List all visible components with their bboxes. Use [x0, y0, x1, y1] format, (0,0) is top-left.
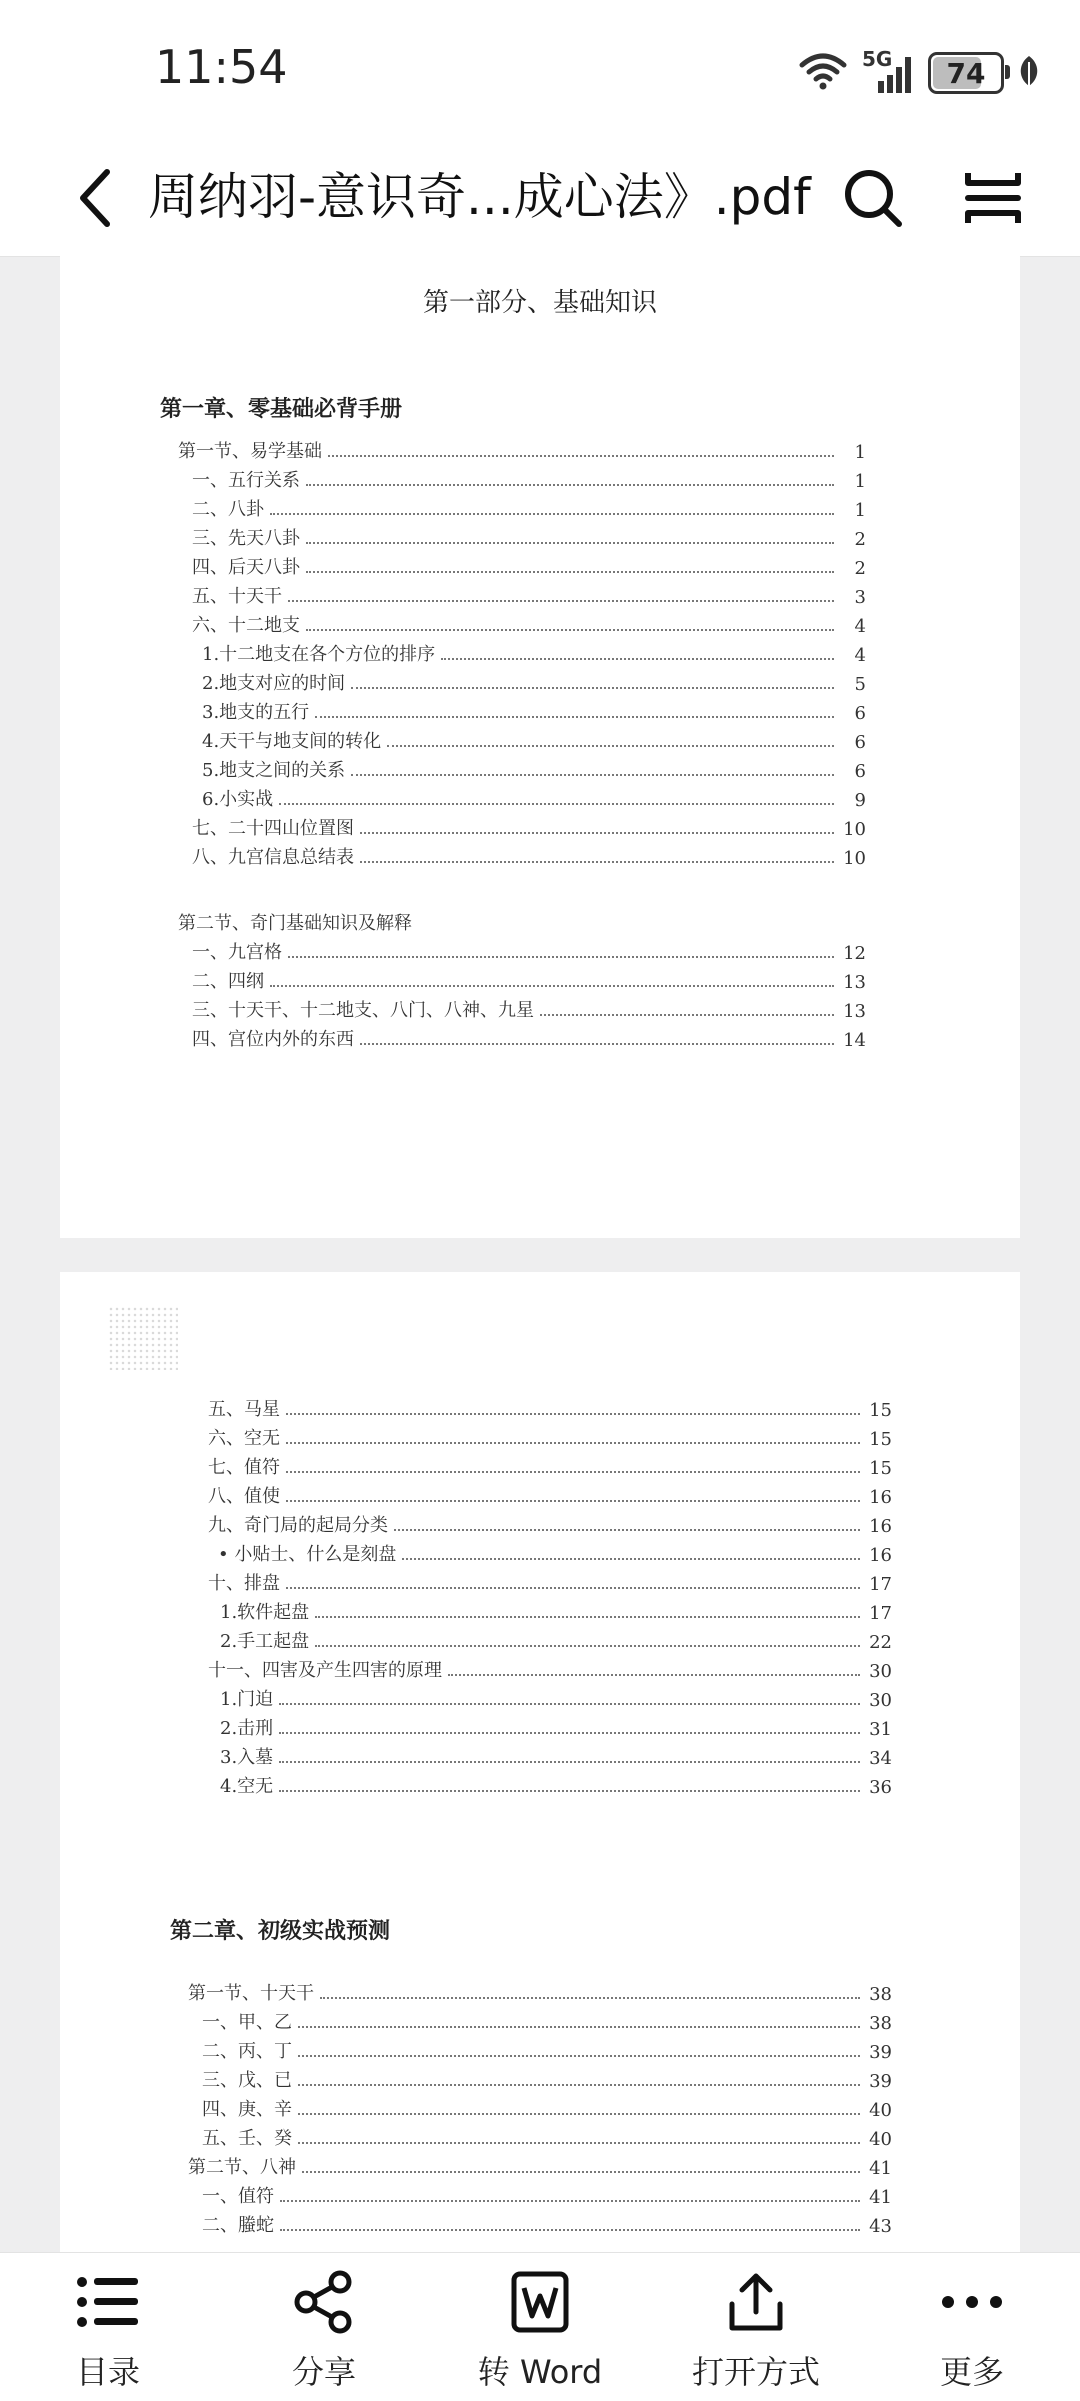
toc-entry[interactable]: [178, 753, 866, 782]
toc-leader-dots: [315, 1615, 860, 1618]
toc-leader-dots: [448, 1673, 860, 1676]
list-icon: [73, 2267, 143, 2337]
toc-leader-dots: [298, 2141, 860, 2144]
toc-entry-label: 3.地支的五行: [202, 702, 310, 723]
chevron-left-icon: [75, 168, 115, 228]
toc-entry-page: 2: [854, 529, 866, 550]
toc-entry-page: 17: [869, 1603, 892, 1624]
toc-entry-page: 36: [869, 1777, 892, 1798]
toc-entry-page: 15: [869, 1429, 892, 1450]
toc-entry[interactable]: [208, 1508, 892, 1537]
toc-leader-dots: [441, 657, 834, 660]
toc-entry-page: 40: [869, 2129, 892, 2150]
toc-entry-label: 6.小实战: [202, 789, 274, 810]
toc-entry-label: 一、甲、乙: [202, 2012, 292, 2033]
toc-entry-label: 二、丙、丁: [202, 2041, 292, 2062]
toc-entry-label: 三、十天干、十二地支、八门、八神、九星: [192, 1000, 534, 1021]
signal-icon: [862, 47, 914, 95]
toc-leader-dots: [306, 483, 834, 486]
toc-entry[interactable]: [178, 724, 866, 753]
toc-entry[interactable]: [178, 906, 866, 935]
toc-entry-label: 第一节、十天干: [188, 1983, 314, 2004]
toc-leader-dots: [298, 2083, 860, 2086]
page-layout-icon: [962, 167, 1024, 229]
toc-entry-label: 4.天干与地支间的转化: [202, 731, 382, 752]
toc-entry-page: 38: [869, 1984, 892, 2005]
toc-entry-page: 34: [869, 1748, 892, 1769]
toc-entry-label: 九、奇门局的起局分类: [208, 1515, 388, 1536]
toc-leader-dots: [306, 570, 834, 573]
toc-entry-page: 16: [869, 1487, 892, 1508]
toc-entry-page: 1: [854, 471, 866, 492]
toc-leader-dots: [315, 1644, 860, 1647]
document-title: 周纳羽-意识奇...成心法》.pdf: [148, 168, 811, 226]
toc-leader-dots: [279, 1789, 860, 1792]
toc-entry-label: 三、先天八卦: [192, 528, 300, 549]
pdf-page-1[interactable]: [60, 256, 1020, 1238]
toc-entry[interactable]: [178, 1022, 866, 1051]
toc-entry-label: 一、五行关系: [192, 470, 300, 491]
share-button[interactable]: [216, 2253, 432, 2401]
toc-entry-page: 22: [869, 1632, 892, 1653]
toc-entry-page: 1: [854, 442, 866, 463]
toc-entry[interactable]: [178, 993, 866, 1022]
toc-entry[interactable]: [208, 1450, 892, 1479]
toc-leader-dots: [298, 2112, 860, 2115]
status-bar: [0, 0, 1080, 140]
toc-entry-label: 1.门迫: [220, 1689, 274, 1710]
toc-leader-dots: [286, 1586, 860, 1589]
toc-leader-dots: [298, 2054, 860, 2057]
toc-entry[interactable]: [178, 840, 866, 869]
export-icon: [721, 2267, 791, 2337]
toc-entry-page: 16: [869, 1545, 892, 1566]
toc-entry-page: 10: [843, 819, 866, 840]
toc-leader-dots: [280, 2228, 860, 2231]
toc-leader-dots: [279, 802, 834, 805]
toc-entry-page: 2: [854, 558, 866, 579]
toc-leader-dots: [360, 860, 834, 863]
toc-entry-label: 2.地支对应的时间: [202, 673, 346, 694]
toc-entry-page: 16: [869, 1516, 892, 1537]
toc-leader-dots: [286, 1499, 860, 1502]
toc-entry-label: 二、螣蛇: [202, 2215, 274, 2236]
network-type: 5G: [862, 47, 893, 71]
toc-entry-label: 一、九宫格: [192, 942, 282, 963]
toc-entry[interactable]: [178, 695, 866, 724]
toc-entry[interactable]: [178, 782, 866, 811]
toc-entry-label: 3.入墓: [220, 1747, 274, 1768]
toc-entry[interactable]: [178, 964, 866, 993]
status-time: 11:54: [155, 40, 288, 94]
toc-entry[interactable]: [178, 637, 866, 666]
toc-entry-page: 30: [869, 1690, 892, 1711]
toc-entry-page: 1: [854, 500, 866, 521]
toc-entry[interactable]: [188, 2121, 892, 2150]
toc-leader-dots: [286, 1412, 860, 1415]
leaf-icon: [1018, 54, 1040, 92]
more-button[interactable]: [864, 2253, 1080, 2401]
toc-entry-label: 七、值符: [208, 1457, 280, 1478]
toc-leader-dots: [360, 1042, 834, 1045]
toc-entry-label: 2.击刑: [220, 1718, 274, 1739]
toc-entry[interactable]: [208, 1537, 892, 1566]
more-dots-icon: [937, 2267, 1007, 2337]
toc-list: [178, 906, 866, 1051]
convert-word-label: 转 Word: [477, 2353, 603, 2391]
toc-entry-page: 15: [869, 1400, 892, 1421]
toc-entry-label: 1.软件起盘: [220, 1602, 310, 1623]
toc-entry[interactable]: [178, 608, 866, 637]
toc-button[interactable]: [0, 2253, 216, 2401]
toc-entry-page: 17: [869, 1574, 892, 1595]
toc-leader-dots: [306, 541, 834, 544]
toc-entry[interactable]: [208, 1595, 892, 1624]
toc-leader-dots: [286, 1441, 860, 1444]
toc-label: 目录: [75, 2353, 140, 2391]
toc-entry[interactable]: [188, 2063, 892, 2092]
toc-entry-label: 二、四纲: [192, 971, 264, 992]
toc-entry-page: 41: [869, 2187, 892, 2208]
toc-entry[interactable]: [188, 2208, 892, 2237]
toc-entry-label: 五、壬、癸: [202, 2128, 292, 2149]
toc-entry[interactable]: [208, 1769, 892, 1798]
toc-entry[interactable]: [178, 579, 866, 608]
toc-entry-page: 39: [869, 2042, 892, 2063]
toc-entry[interactable]: [178, 811, 866, 840]
toc-entry-page: 10: [843, 848, 866, 869]
back-button[interactable]: [60, 160, 130, 236]
toc-entry[interactable]: [208, 1682, 892, 1711]
toc-entry-label: 四、宫位内外的东西: [192, 1029, 354, 1050]
toc-entry[interactable]: [178, 935, 866, 964]
toc-leader-dots: [280, 2199, 860, 2202]
toc-list: [208, 1392, 892, 1798]
toc-entry-label: 4.空无: [220, 1776, 274, 1797]
toc-entry-label: 1.十二地支在各个方位的排序: [202, 644, 436, 665]
toc-entry[interactable]: [208, 1624, 892, 1653]
toc-entry[interactable]: [188, 2150, 892, 2179]
toc-entry-page: 13: [843, 1001, 866, 1022]
toc-entry-page: 9: [854, 790, 866, 811]
toc-entry[interactable]: [208, 1421, 892, 1450]
toc-leader-dots: [351, 773, 834, 776]
toc-entry-page: 6: [854, 761, 866, 782]
toc-entry-page: 12: [843, 943, 866, 964]
toc-entry-page: 14: [843, 1030, 866, 1051]
toc-entry-label: 八、值使: [208, 1486, 280, 1507]
convert-word-button[interactable]: [432, 2253, 648, 2401]
toc-list: [178, 434, 866, 869]
toc-leader-dots: [279, 1760, 860, 1763]
toc-entry-page: 5: [854, 674, 866, 695]
toc-entry-label: 一、值符: [202, 2186, 274, 2207]
toc-entry-label: 三、戊、已: [202, 2070, 292, 2091]
toc-entry[interactable]: [188, 2005, 892, 2034]
toc-leader-dots: [540, 1013, 834, 1016]
toc-leader-dots: [270, 984, 834, 987]
toc-entry-label: 七、二十四山位置图: [192, 818, 354, 839]
toc-leader-dots: [394, 1528, 860, 1531]
toc-entry-label: 5.地支之间的关系: [202, 760, 346, 781]
toc-entry-label: 四、庚、辛: [202, 2099, 292, 2120]
toc-entry-page: 31: [869, 1719, 892, 1740]
toc-entry[interactable]: [188, 2092, 892, 2121]
toc-entry[interactable]: [178, 434, 866, 463]
share-icon: [289, 2267, 359, 2337]
toc-entry[interactable]: [188, 2179, 892, 2208]
toc-entry-page: 6: [854, 732, 866, 753]
toc-entry[interactable]: [208, 1392, 892, 1421]
chapter-title: 第二章、初级实战预测: [170, 1918, 391, 1944]
toc-leader-dots: [288, 599, 834, 602]
toc-entry-label: 2.手工起盘: [220, 1631, 310, 1652]
toc-leader-dots: [387, 744, 834, 747]
toc-leader-dots: [360, 831, 834, 834]
open-with-label: 打开方式: [691, 2353, 820, 2391]
toc-entry-page: 40: [869, 2100, 892, 2121]
toc-entry[interactable]: [178, 521, 866, 550]
chapter-title: 第一章、零基础必背手册: [160, 396, 403, 422]
toc-entry-label: 六、十二地支: [192, 615, 300, 636]
toc-entry[interactable]: [208, 1711, 892, 1740]
toc-leader-dots: [279, 1702, 860, 1705]
toc-entry-label: 六、空无: [208, 1428, 280, 1449]
toc-leader-dots: [402, 1557, 860, 1560]
scan-speckle: [108, 1306, 178, 1370]
toc-entry-label: 八、九宫信息总结表: [192, 847, 354, 868]
toc-entry-page: 6: [854, 703, 866, 724]
toc-entry-page: 41: [869, 2158, 892, 2179]
status-icons: [798, 48, 1040, 98]
more-label: 更多: [939, 2353, 1004, 2391]
toc-entry-label: 十一、四害及产生四害的原理: [208, 1660, 442, 1681]
battery-level: 74: [946, 56, 986, 90]
wifi-icon: [798, 51, 848, 95]
toc-entry-page: 15: [869, 1458, 892, 1479]
bottom-toolbar: [0, 2252, 1080, 2401]
toc-leader-dots: [315, 715, 834, 718]
toc-entry-label: 第二节、八神: [188, 2157, 296, 2178]
share-label: 分享: [291, 2353, 356, 2391]
toc-entry-label: 五、马星: [208, 1399, 280, 1420]
toc-entry[interactable]: [178, 492, 866, 521]
app-bar: [0, 140, 1080, 257]
word-doc-icon: [505, 2267, 575, 2337]
toc-leader-dots: [302, 2170, 860, 2173]
toc-leader-dots: [320, 1996, 860, 1999]
battery-icon: [928, 52, 1004, 94]
open-with-button[interactable]: [648, 2253, 864, 2401]
toc-leader-dots: [298, 2025, 860, 2028]
toc-entry-label: 四、后天八卦: [192, 557, 300, 578]
toc-entry[interactable]: [208, 1566, 892, 1595]
toc-entry[interactable]: [208, 1653, 892, 1682]
toc-entry[interactable]: [188, 2034, 892, 2063]
toc-leader-dots: [286, 1470, 860, 1473]
pdf-page-2[interactable]: [60, 1272, 1020, 2252]
toc-entry-page: 4: [854, 616, 866, 637]
toc-entry-page: 30: [869, 1661, 892, 1682]
toc-entry-label: 二、八卦: [192, 499, 264, 520]
toc-leader-dots: [328, 454, 834, 457]
toc-entry-page: 38: [869, 2013, 892, 2034]
toc-leader-dots: [306, 628, 834, 631]
toc-entry-label: 第一节、易学基础: [178, 441, 322, 462]
toc-leader-dots: [288, 955, 834, 958]
toc-leader-dots: [351, 686, 834, 689]
toc-entry-label: • 小贴士、什么是刻盘: [218, 1544, 397, 1565]
toc-entry-label: 第二节、奇门基础知识及解释: [178, 913, 412, 934]
toc-entry-page: 39: [869, 2071, 892, 2092]
toc-entry-label: 十、排盘: [208, 1573, 280, 1594]
part-title: 第一部分、基础知识: [422, 288, 657, 318]
toc-entry[interactable]: [208, 1740, 892, 1769]
toc-entry-page: 4: [854, 645, 866, 666]
toc-entry[interactable]: [178, 550, 866, 579]
toc-entry-page: 3: [854, 587, 866, 608]
toc-entry[interactable]: [208, 1479, 892, 1508]
search-icon: [842, 167, 904, 229]
toc-entry[interactable]: [188, 1976, 892, 2005]
toc-list: [188, 1976, 892, 2237]
toc-leader-dots: [270, 512, 834, 515]
toc-entry[interactable]: [178, 463, 866, 492]
toc-entry-page: 43: [869, 2216, 892, 2237]
toc-leader-dots: [279, 1731, 860, 1734]
toc-entry-page: 13: [843, 972, 866, 993]
search-button[interactable]: [835, 160, 911, 236]
toc-entry-label: 五、十天干: [192, 586, 282, 607]
toc-entry[interactable]: [178, 666, 866, 695]
page-layout-button[interactable]: [955, 160, 1031, 236]
